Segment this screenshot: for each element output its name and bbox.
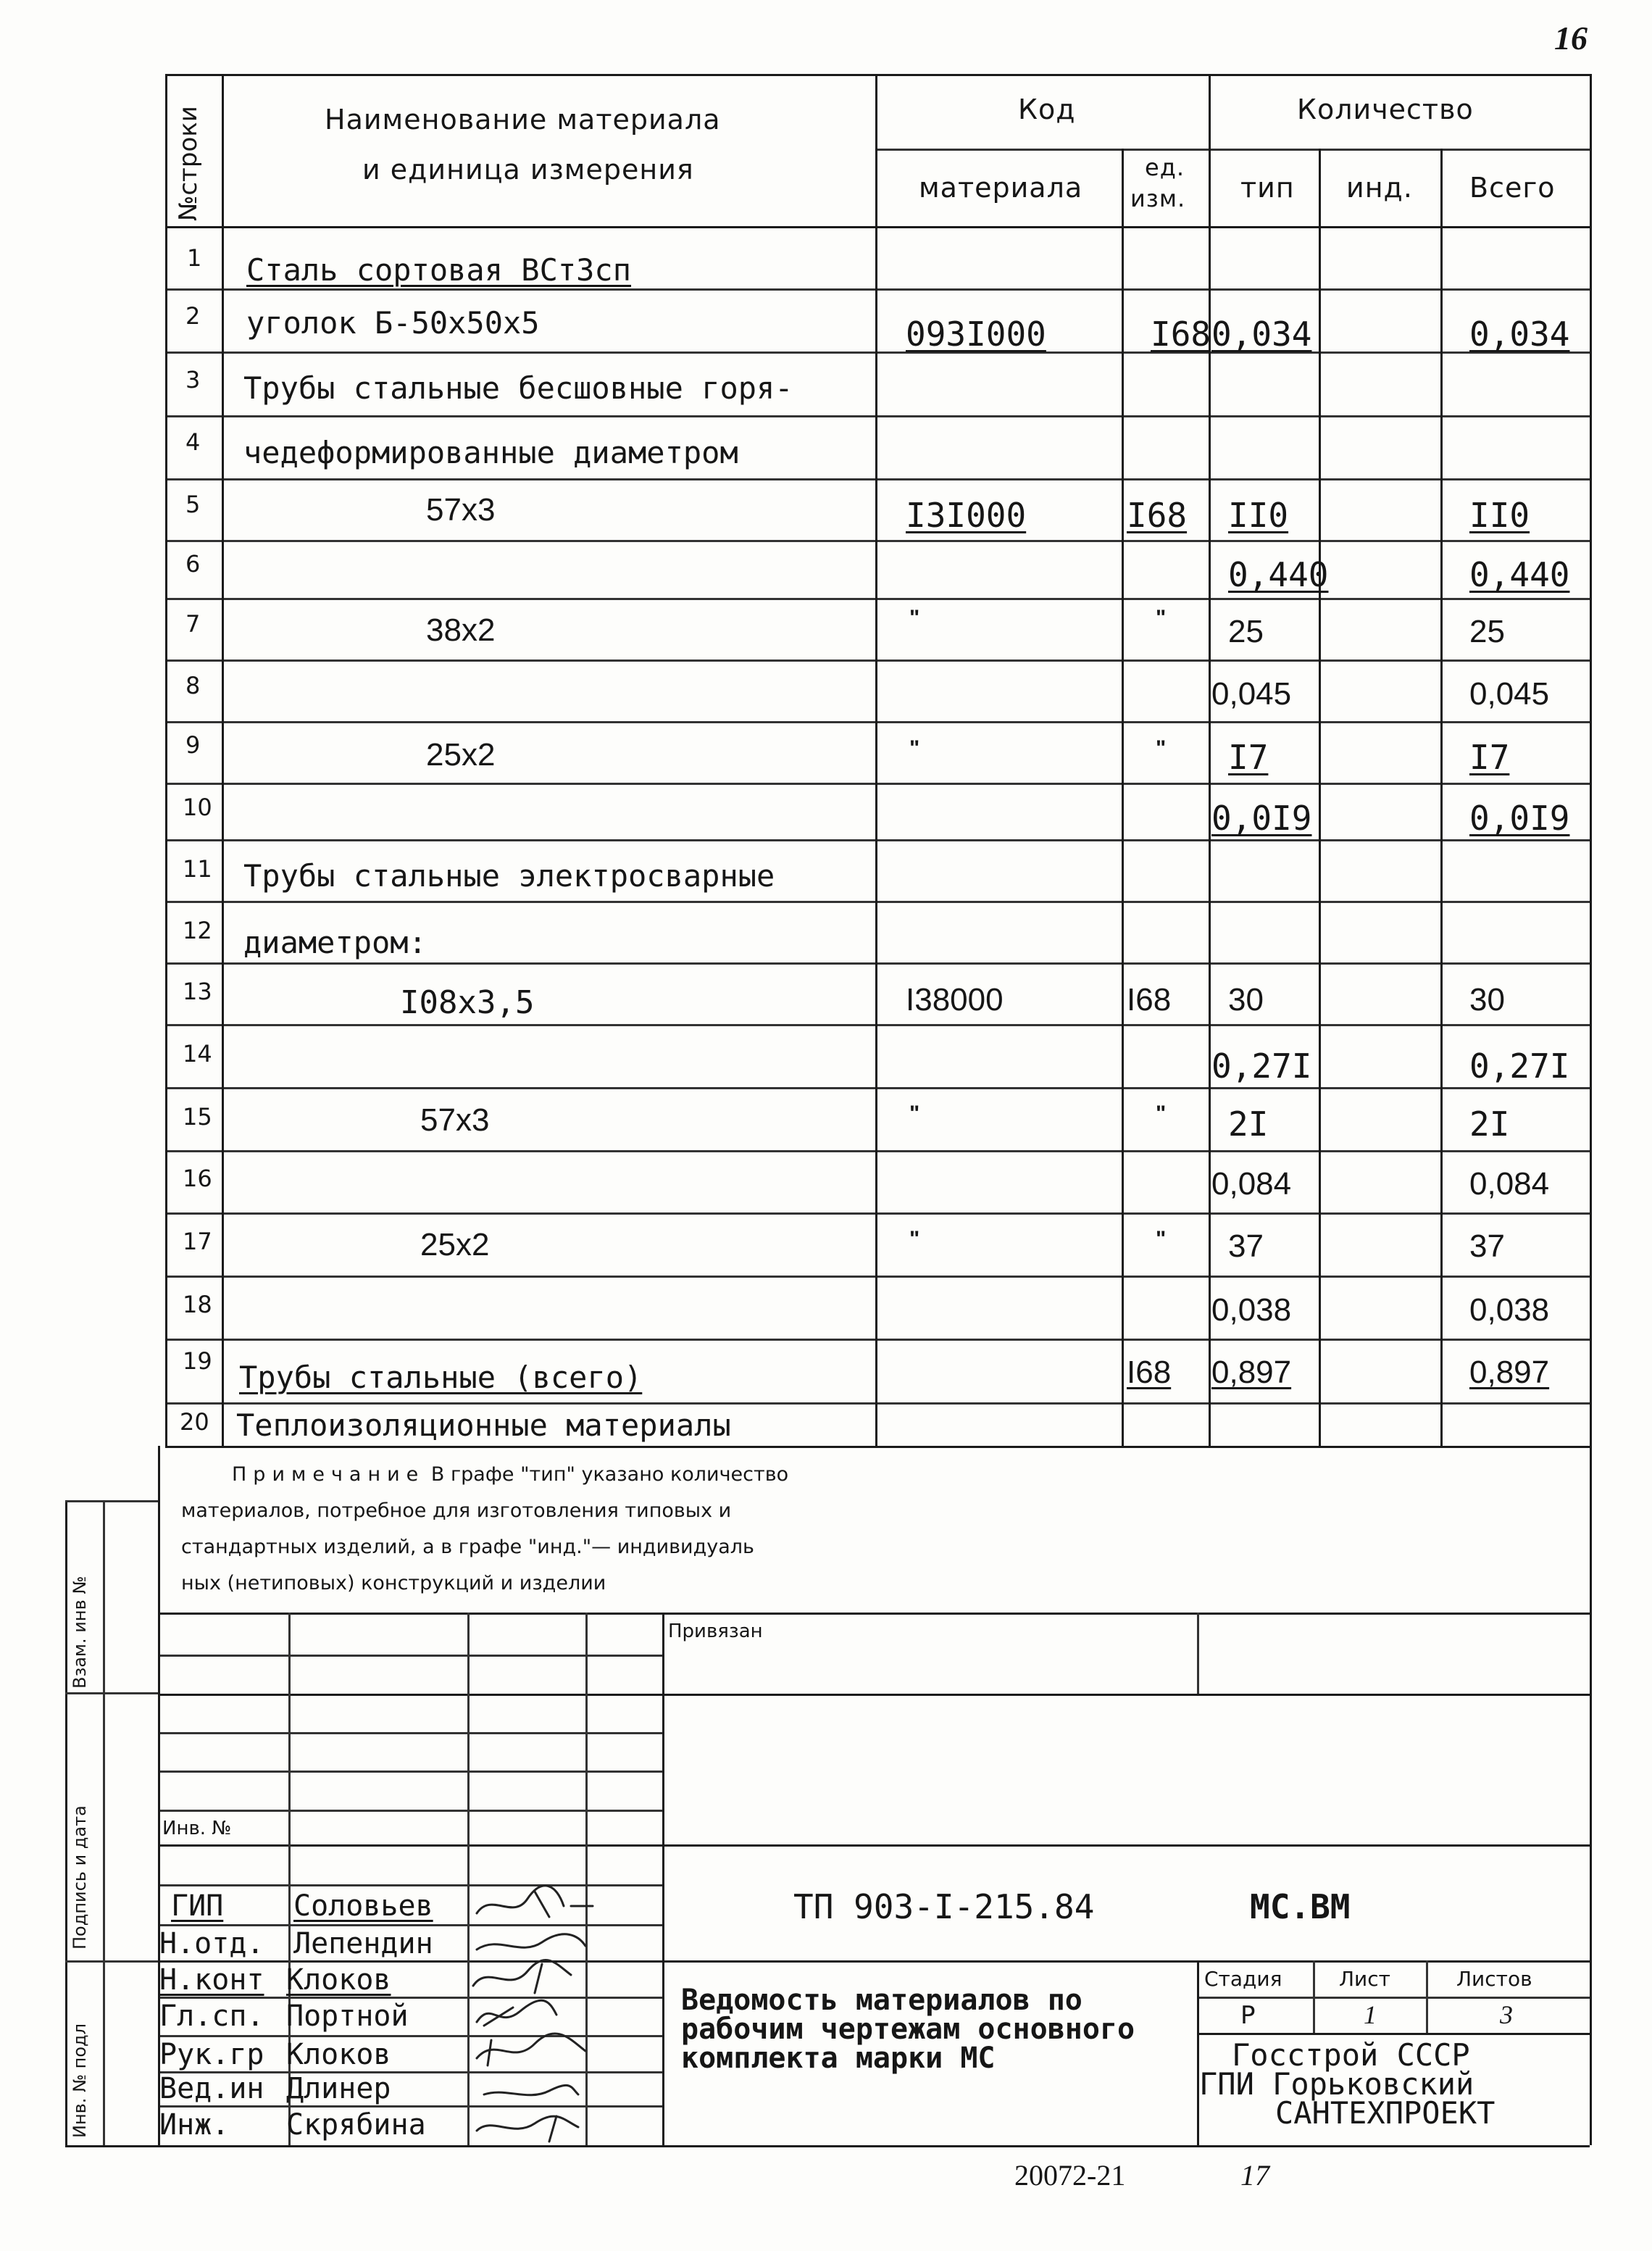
inv-no-label: Инв. № (162, 1818, 232, 1839)
label-podpis-data: Подпись и дата (70, 1805, 90, 1950)
qty-type: I7 (1228, 738, 1269, 777)
material-name: Трубы стальные электросварные (243, 858, 775, 894)
doc-title-line2: рабочим чертежам основного (681, 2013, 1135, 2046)
material-code: I38000 (906, 982, 1004, 1018)
role: Н.отд. (159, 1927, 264, 1960)
material-size: 38х2 (426, 612, 496, 648)
header-name-line2: и единица измерения (362, 154, 694, 186)
sheet-value: 1 (1364, 2000, 1377, 2029)
qty-total: 0,0I9 (1469, 799, 1570, 838)
row-number: 14 (183, 1040, 212, 1068)
qty-total: 25 (1469, 614, 1505, 649)
material-size: 57х3 (426, 492, 496, 528)
stage-value: Р (1240, 2001, 1256, 2030)
row-number: 2 (185, 302, 201, 330)
note-prefix: Примечание (232, 1463, 425, 1486)
row-number: 16 (183, 1165, 212, 1192)
unit-code: I68 (1127, 1355, 1172, 1390)
header-name-line1: Наименование материала (325, 104, 721, 136)
role: Гл.сп. (159, 2000, 264, 2033)
header-code-unit-1: ед. (1145, 154, 1185, 181)
note (181, 1457, 1123, 1602)
note-line4: ных (нетиповых) конструкций и изделии (181, 1572, 606, 1594)
material-size: 57х3 (420, 1102, 490, 1138)
person-name: Скрябина (286, 2108, 426, 2142)
note-line3: стандартных изделий, а в графе "инд."— индивидуаль (181, 1536, 754, 1558)
qty-total: 0,27I (1469, 1047, 1570, 1086)
sheets-label: Листов (1456, 1967, 1532, 1991)
row-number: 17 (183, 1228, 212, 1255)
material-size: 25х2 (426, 737, 496, 773)
qty-total: I7 (1469, 738, 1510, 777)
qty-type: 0,27I (1211, 1047, 1312, 1086)
material-name: Сталь сортовая ВСт3сп (246, 252, 632, 288)
qty-type: 0,045 (1211, 676, 1292, 712)
qty-total: 0,038 (1469, 1292, 1550, 1328)
header-qty-ind: инд. (1346, 172, 1413, 204)
sheets-value: 3 (1500, 2000, 1513, 2029)
material-name: чедеформированные диаметром (243, 435, 738, 470)
row-number: 18 (183, 1291, 212, 1318)
row-number: 1 (187, 244, 202, 272)
row-number: 20 (180, 1408, 209, 1436)
row-number: 13 (183, 978, 212, 1005)
role: Рук.гр (159, 2038, 264, 2071)
person-name: Портной (286, 2000, 409, 2033)
material-code: 093I000 (906, 315, 1046, 354)
row-number: 5 (185, 491, 201, 518)
header-code-unit-2: изм. (1130, 185, 1186, 212)
header-qty-type: тип (1240, 172, 1295, 204)
page-number: 16 (1554, 20, 1588, 57)
row-number: 15 (183, 1103, 212, 1131)
header-row-no: №строки (174, 106, 203, 221)
role: Вед.ин (159, 2072, 264, 2105)
qty-type: 0,084 (1211, 1166, 1292, 1202)
org-line1: Госстрой СССР (1232, 2037, 1470, 2073)
material-size: I08х3,5 (400, 984, 535, 1021)
doc-title-line1: Ведомость материалов по (681, 1984, 1082, 2017)
row-number: 8 (185, 672, 201, 699)
person-name: Клоков (286, 2038, 391, 2071)
row-number: 10 (183, 794, 212, 821)
header-qty-total: Всего (1469, 172, 1556, 204)
row-number: 11 (183, 855, 212, 883)
row-number: 9 (185, 731, 201, 759)
qty-total: 0,084 (1469, 1166, 1550, 1202)
ditto-mark: " (909, 1227, 920, 1251)
qty-type: 0,0I9 (1211, 799, 1312, 838)
note-line1: В графе "тип" указано количество (430, 1463, 789, 1486)
qty-type: 0,038 (1211, 1292, 1292, 1328)
person-name: Лепендин (293, 1927, 433, 1960)
material-code: I3I000 (906, 496, 1027, 535)
qty-type: 0,897 (1211, 1355, 1292, 1390)
role: Инж. (159, 2108, 230, 2142)
ditto-mark: " (909, 736, 920, 760)
sheet-label: Лист (1339, 1967, 1390, 1991)
ditto-mark: " (909, 606, 920, 630)
qty-total: 0,897 (1469, 1355, 1550, 1390)
org-line3: САНТЕХПРОЕКТ (1275, 2095, 1495, 2131)
org-line2: ГПИ Горьковский (1199, 2066, 1474, 2102)
header-qty-group: Количество (1297, 93, 1474, 125)
ditto-mark: " (909, 1102, 920, 1126)
qty-total: II0 (1469, 496, 1530, 535)
header-code-group: Код (1018, 93, 1076, 125)
role: Н.конт (159, 1963, 264, 1997)
ditto-mark: " (1156, 736, 1167, 760)
row-number: 12 (183, 917, 212, 944)
qty-total: 30 (1469, 982, 1505, 1018)
qty-total: 2I (1469, 1104, 1510, 1144)
doc-code: ТП 903-I-215.84 (793, 1887, 1095, 1926)
material-name: уголок Б-50х50х5 (246, 305, 540, 341)
qty-total: 37 (1469, 1228, 1505, 1264)
qty-type: 25 (1228, 614, 1264, 649)
header-code-material: материала (919, 172, 1083, 204)
material-name: Трубы стальные бесшовные горя- (243, 370, 793, 406)
unit-code: I68 (1151, 315, 1211, 354)
label-inv-podl: Инв. № подл (70, 2023, 90, 2138)
person-name: Длинер (286, 2072, 391, 2105)
row-number: 4 (185, 428, 201, 456)
archive-sheet: 17 (1240, 2159, 1269, 2192)
role: ГИП (171, 1889, 224, 1923)
stage-label: Стадия (1204, 1967, 1282, 1991)
material-name: Трубы стальные (всего) (239, 1360, 643, 1395)
privyazan-label: Привязан (668, 1620, 763, 1642)
note-line2: материалов, потребное для изготовления типовых и (181, 1499, 732, 1522)
qty-type: 37 (1228, 1228, 1264, 1264)
row-number: 6 (185, 550, 201, 578)
ditto-mark: " (1156, 1227, 1167, 1251)
qty-type: II0 (1228, 496, 1289, 535)
material-name: диаметром: (243, 925, 427, 960)
signatures-image (470, 1884, 658, 2145)
qty-type: 0,034 (1211, 315, 1312, 354)
archive-number: 20072-21 (1014, 2159, 1126, 2192)
person-name: Соловьев (293, 1889, 433, 1923)
material-name: Теплоизоляционные материалы (236, 1407, 731, 1443)
qty-type: 0,440 (1228, 555, 1329, 594)
qty-total: 0,440 (1469, 555, 1570, 594)
qty-total: 0,045 (1469, 676, 1550, 712)
ditto-mark: " (1156, 1102, 1167, 1126)
row-number: 7 (185, 610, 201, 638)
qty-type: 2I (1228, 1104, 1269, 1144)
drawing-mark: МС.ВМ (1250, 1887, 1351, 1926)
doc-title-line3: комплекта марки МС (681, 2042, 996, 2075)
row-number: 3 (185, 366, 201, 394)
material-size: 25х2 (420, 1227, 490, 1262)
unit-code: I68 (1127, 496, 1188, 535)
label-vzam-inv: Взам. инв № (70, 1576, 90, 1689)
row-number: 19 (183, 1347, 212, 1375)
qty-total: 0,034 (1469, 315, 1570, 354)
person-name: Клоков (286, 1963, 391, 1997)
ditto-mark: " (1156, 606, 1167, 630)
qty-type: 30 (1228, 982, 1264, 1018)
unit-code: I68 (1127, 982, 1172, 1018)
